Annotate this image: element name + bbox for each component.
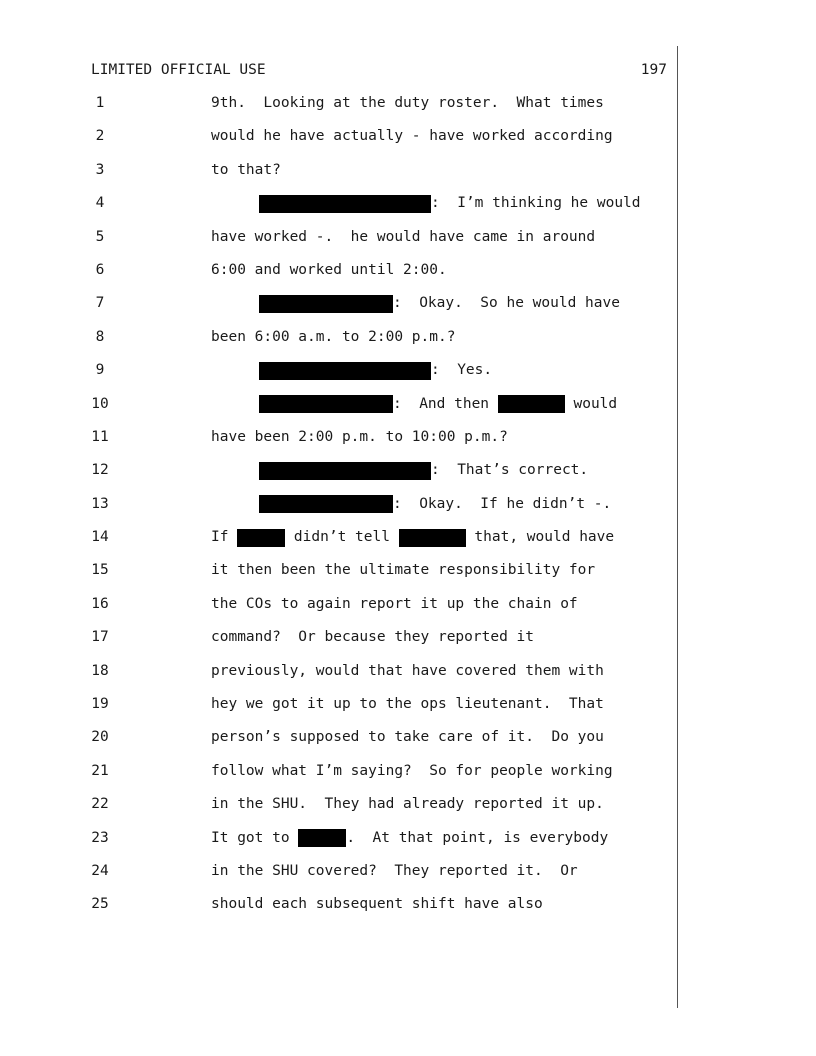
line-text: : Okay. If he didn’t -. <box>393 495 612 512</box>
transcript-line <box>211 721 671 754</box>
redacted-name <box>399 529 466 547</box>
transcript-line <box>211 287 671 320</box>
transcript-line <box>211 421 671 454</box>
page-number: 197 <box>640 62 667 78</box>
line-number: 3 <box>95 161 105 178</box>
line-text: didn’t tell <box>285 529 399 546</box>
line-number: 9 <box>95 362 105 379</box>
transcript-line <box>211 655 671 688</box>
line-number: 8 <box>95 328 105 345</box>
line-number: 25 <box>91 896 109 913</box>
transcript-line <box>211 454 671 487</box>
line-number: 14 <box>91 529 109 546</box>
redacted-speaker-name <box>259 462 431 480</box>
transcript-line <box>211 688 671 721</box>
transcript-body <box>211 87 671 922</box>
redacted-speaker-name <box>259 362 431 380</box>
line-number: 7 <box>95 295 105 312</box>
redacted-name <box>498 395 565 413</box>
transcript-line <box>211 788 671 821</box>
line-number: 6 <box>95 261 105 278</box>
line-number: 23 <box>91 829 109 846</box>
line-number: 15 <box>91 562 109 579</box>
line-number: 5 <box>95 228 105 245</box>
line-number: 10 <box>91 395 109 412</box>
line-text: : That’s correct. <box>431 462 589 479</box>
line-number: 24 <box>91 862 109 879</box>
line-text: in the SHU. They had already reported it up. <box>211 796 604 813</box>
line-number: 16 <box>91 595 109 612</box>
line-number: 11 <box>91 428 109 445</box>
redacted-speaker-name <box>259 295 393 313</box>
transcript-line <box>211 855 671 888</box>
transcript-line <box>211 888 671 921</box>
line-number: 2 <box>95 128 105 145</box>
line-text: previously, would that have covered them with <box>211 662 604 679</box>
line-text: If <box>211 529 238 546</box>
line-text: . At that point, is everybody <box>346 829 609 846</box>
line-text: follow what I’m saying? So for people working <box>211 762 613 779</box>
classification-header: LIMITED OFFICIAL USE <box>91 62 266 78</box>
redacted-name <box>237 529 285 547</box>
transcript-line <box>211 254 671 287</box>
line-number: 12 <box>91 462 109 479</box>
line-text: would <box>564 395 618 412</box>
line-text: : Yes. <box>431 362 493 379</box>
right-margin-rule <box>677 46 678 1008</box>
transcript-line <box>211 488 671 521</box>
line-text: to that? <box>211 161 281 178</box>
transcript-line <box>211 87 671 120</box>
transcript-line <box>211 388 671 421</box>
line-text: : Okay. So he would have <box>393 295 620 312</box>
line-number: 22 <box>91 796 109 813</box>
line-number: 21 <box>91 762 109 779</box>
line-number-column <box>80 87 120 922</box>
line-number: 19 <box>91 696 109 713</box>
line-number: 1 <box>95 95 105 111</box>
line-text: 9th. Looking at the duty roster. What times <box>211 95 604 111</box>
line-number: 18 <box>91 662 109 679</box>
redacted-speaker-name <box>259 395 393 413</box>
line-number: 20 <box>91 729 109 746</box>
line-number: 17 <box>91 629 109 646</box>
line-text: it then been the ultimate responsibility for <box>211 562 596 579</box>
transcript-line <box>211 822 671 855</box>
line-text: 6:00 and worked until 2:00. <box>211 261 447 278</box>
transcript-line <box>211 554 671 587</box>
line-text: command? Or because they reported it <box>211 629 535 646</box>
line-text: should each subsequent shift have also <box>211 896 543 913</box>
line-text: : I’m thinking he would <box>431 195 641 212</box>
transcript-line <box>211 521 671 554</box>
redacted-speaker-name <box>259 195 431 213</box>
line-text: hey we got it up to the ops lieutenant. That <box>211 696 604 713</box>
line-text: in the SHU covered? They reported it. Or <box>211 862 578 879</box>
line-number: 13 <box>91 495 109 512</box>
line-text: been 6:00 a.m. to 2:00 p.m.? <box>211 328 456 345</box>
line-text: would he have actually - have worked according <box>211 128 613 145</box>
transcript-line <box>211 321 671 354</box>
redacted-name <box>298 829 346 847</box>
line-text: the COs to again report it up the chain of <box>211 595 578 612</box>
line-text: that, would have <box>465 529 615 546</box>
transcript-line <box>211 755 671 788</box>
line-text: have been 2:00 p.m. to 10:00 p.m.? <box>211 428 508 445</box>
line-text: have worked -. he would have came in around <box>211 228 596 245</box>
transcript-line <box>211 154 671 187</box>
transcript-line <box>211 588 671 621</box>
line-text: It got to <box>211 829 299 846</box>
redacted-speaker-name <box>259 495 393 513</box>
transcript-line <box>211 120 671 153</box>
transcript-line <box>211 187 671 220</box>
transcript-line <box>211 354 671 387</box>
line-text: person’s supposed to take care of it. Do you <box>211 729 604 746</box>
line-number: 4 <box>95 195 105 212</box>
line-text: : And then <box>393 395 498 412</box>
transcript-line <box>211 621 671 654</box>
transcript-line <box>211 221 671 254</box>
